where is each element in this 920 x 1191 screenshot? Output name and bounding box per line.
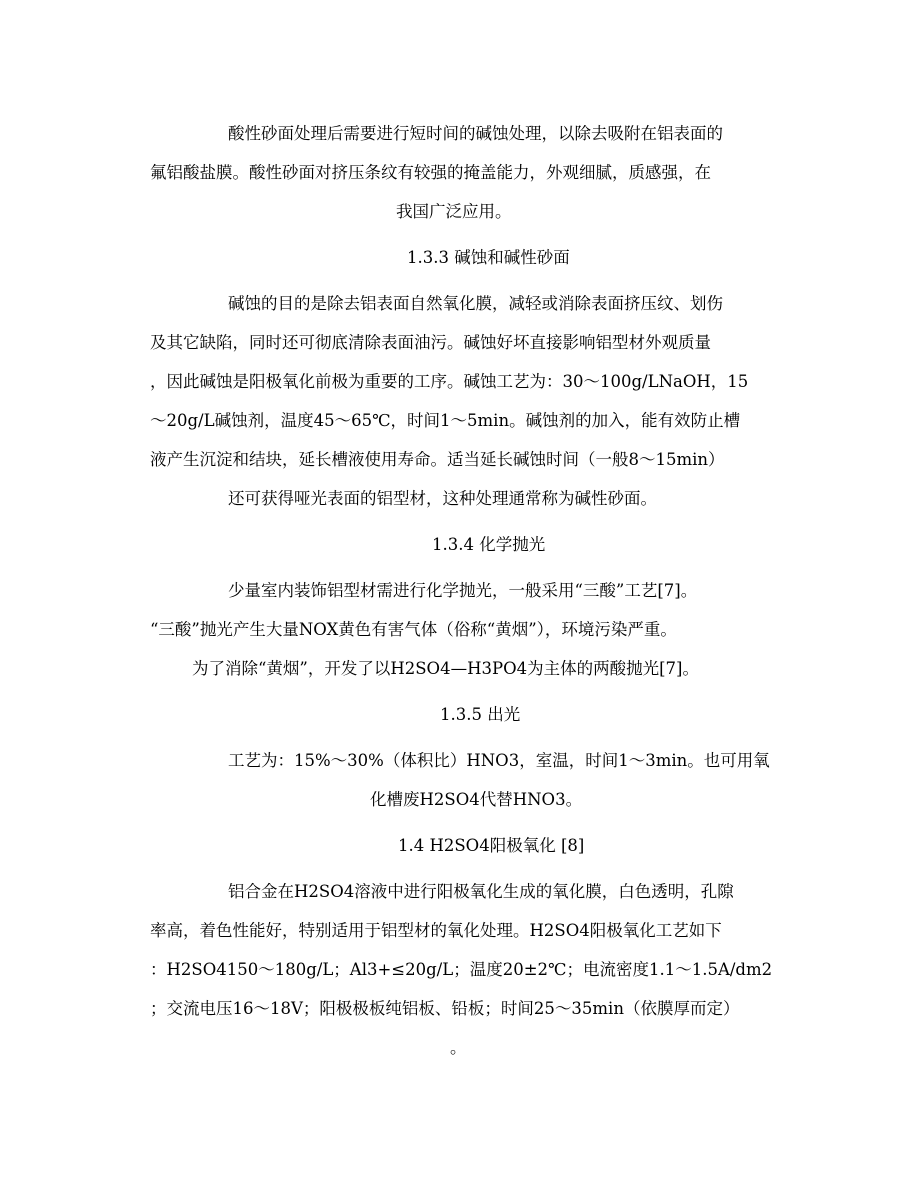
paragraph-line: 化槽废H2SO4代替HNO3。: [370, 790, 583, 809]
paragraph-line: 液产生沉淀和结块，延长槽液使用寿命。适当延长碱蚀时间（一般8～15min）: [150, 450, 725, 469]
paragraph-line: “三酸”抛光产生大量NOX黄色有害气体（俗称“黄烟”），环境污染严重。: [150, 620, 677, 639]
section-heading-1-3-5: 1.3.5 出光: [440, 705, 521, 724]
section-heading-1-3-3: 1.3.3 碱蚀和碱性砂面: [407, 248, 570, 267]
paragraph-line: 酸性砂面处理后需要进行短时间的碱蚀处理，以除去吸附在铝表面的: [228, 124, 723, 143]
section-heading-1-4: 1.4 H2SO4阳极氧化 [8]: [398, 836, 585, 855]
section-heading-1-3-4: 1.3.4 化学抛光: [432, 535, 546, 554]
paragraph-line: 。: [450, 1038, 467, 1057]
paragraph-line: 碱蚀的目的是除去铝表面自然氧化膜，减轻或消除表面挤压纹、划伤: [228, 294, 723, 313]
paragraph-line: 铝合金在H2SO4溶液中进行阳极氧化生成的氧化膜，白色透明，孔隙: [228, 882, 734, 901]
paragraph-line: 少量室内装饰铝型材需进行化学抛光，一般采用“三酸”工艺[7]。: [228, 581, 698, 600]
paragraph-line: ，因此碱蚀是阳极氧化前极为重要的工序。碱蚀工艺为：30～100g/LNaOH，15: [150, 372, 749, 391]
paragraph-line: ：H2SO4150～180g/L；Al3+≤20g/L；温度20±2℃；电流密度1.1～1.5A/dm2: [150, 960, 773, 979]
paragraph-line: ～20g/L碱蚀剂，温度45～65℃，时间1～5min。碱蚀剂的加入，能有效防止槽: [150, 411, 741, 430]
paragraph-line: 为了消除“黄烟”，开发了以H2SO4—H3PO4为主体的两酸抛光[7]。: [192, 659, 699, 678]
paragraph-line: 及其它缺陷，同时还可彻底清除表面油污。碱蚀好坏直接影响铝型材外观质量: [150, 333, 711, 352]
paragraph-line: 氟铝酸盐膜。酸性砂面对挤压条纹有较强的掩盖能力，外观细腻，质感强，在: [150, 163, 711, 182]
paragraph-line: ；交流电压16～18V；阳极极板纯铝板、铅板；时间25～35min（依膜厚而定）: [150, 999, 740, 1018]
paragraph-line: 工艺为：15%～30%（体积比）HNO3，室温，时间1～3min。也可用氧: [228, 751, 770, 770]
paragraph-line: 还可获得哑光表面的铝型材，这种处理通常称为碱性砂面。: [228, 489, 657, 508]
paragraph-line: 率高，着色性能好，特别适用于铝型材的氧化处理。H2SO4阳极氧化工艺如下: [150, 921, 722, 940]
paragraph-line: 我国广泛应用。: [396, 202, 512, 221]
